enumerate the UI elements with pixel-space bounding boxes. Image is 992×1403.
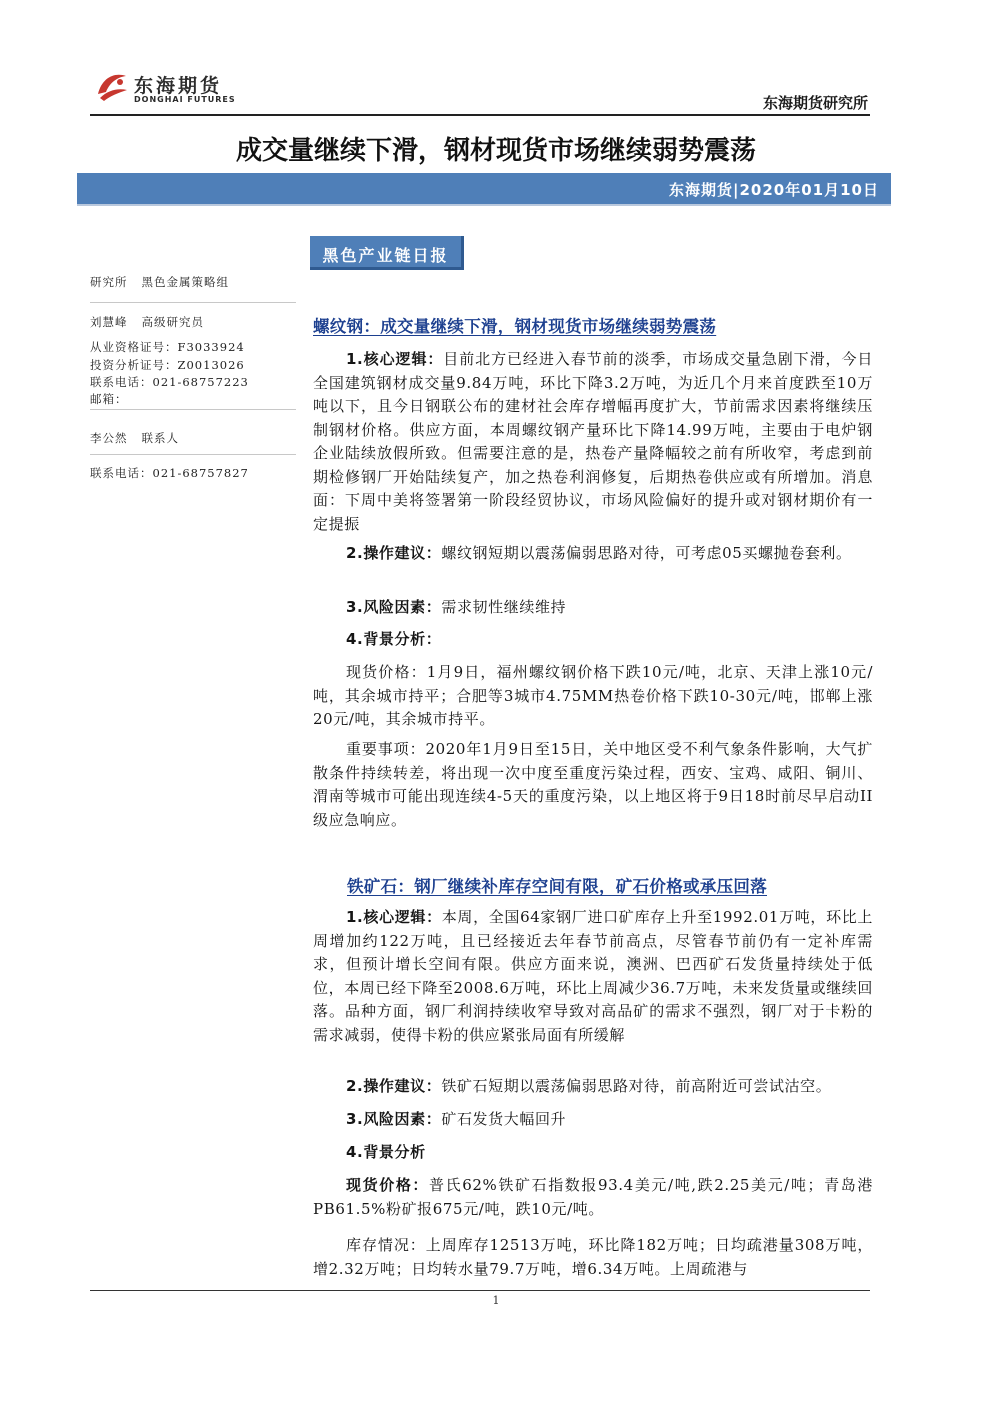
header-divider [90, 114, 870, 116]
report-type-label: 黑色产业链日报 [322, 246, 449, 265]
sidebar-analyst [90, 314, 204, 330]
phone-number: 021-68757223 [152, 375, 249, 389]
logo-chinese-text: 东海期货 [134, 75, 223, 97]
sidebar-divider [90, 454, 296, 455]
paragraph-label: 2.操作建议： [346, 1077, 442, 1095]
date-banner-text: 东海期货|2020年01月10日 [669, 181, 879, 199]
sidebar-contact [90, 430, 179, 446]
paragraph-text: 铁矿石短期以震荡偏弱思路对待，前高附近可尝试沽空。 [441, 1077, 832, 1095]
date-banner [77, 173, 891, 206]
sidebar-dept [90, 274, 229, 290]
paragraph-label: 现货价格： [346, 1176, 430, 1194]
section-heading-rebar: 螺纹钢：成交量继续下滑，钢材现货市场继续弱势震荡 [313, 317, 717, 336]
ore-core-logic [313, 906, 873, 1047]
sidebar-divider [90, 409, 296, 410]
ore-background-heading [313, 1141, 873, 1165]
contact-phone-number: 021-68757827 [152, 466, 249, 480]
paragraph-label: 1.核心逻辑： [346, 908, 442, 926]
analyst-title: 高级研究员 [141, 315, 204, 329]
license-label: 从业资格证号： [90, 340, 178, 354]
paragraph-text: 重要事项：2020年1月9日至15日，关中地区受不利气象条件影响，大气扩散条件持续转差，将出现一次中度至重度污染过程，西安、宝鸡、咸阳、铜川、渭南等城市可能出现连续4-5天的重度污染，以上地区将于9日18时前尽早启动II级应急响应。 [313, 740, 873, 829]
rebar-background-heading [313, 628, 873, 652]
contact-phone-label: 联系电话： [90, 466, 153, 480]
report-type-tag [310, 236, 464, 270]
paragraph-text: 矿石发货大幅回升 [441, 1110, 567, 1128]
paragraph-label: 1.核心逻辑： [346, 350, 444, 368]
advisor-number: Z0013026 [177, 358, 245, 372]
paragraph-text: 需求韧性继续维持 [441, 598, 567, 616]
sidebar-phone [90, 374, 249, 390]
donghai-logo-icon [94, 68, 130, 104]
section-heading-iron-ore: 铁矿石：钢厂继续补库存空间有限，矿石价格或承压回落 [347, 877, 767, 896]
ore-spot-price [313, 1174, 873, 1221]
institute-name: 东海期货研究所 [762, 94, 868, 112]
paragraph-label: 4.背景分析： [346, 630, 442, 648]
contact-name: 李公然 [90, 431, 128, 445]
advisor-label: 投资分析证号： [90, 358, 178, 372]
paragraph-label: 3.风险因素： [346, 1110, 442, 1128]
sidebar-email [90, 391, 128, 407]
sidebar-contact-phone [90, 465, 249, 481]
sidebar-dept-label: 研究所 [90, 275, 128, 289]
rebar-core-logic [313, 348, 873, 536]
paragraph-label: 4.背景分析 [346, 1143, 426, 1161]
rebar-key-events [313, 738, 873, 832]
rebar-spot-price [313, 661, 873, 732]
sidebar-license [90, 339, 245, 355]
rebar-operation [313, 542, 873, 566]
analyst-name: 刘慧峰 [90, 315, 128, 329]
contact-title: 联系人 [141, 431, 179, 445]
paragraph-text: 螺纹钢短期以震荡偏弱思路对待，可考虑05买螺抛卷套利。 [441, 544, 852, 562]
page-number: 1 [492, 1294, 500, 1307]
paragraph-text: 普氏62%铁矿石指数报93.4美元/吨,跌2.25美元/吨；青岛港PB61.5%粉矿报675元/吨，跌10元/吨。 [313, 1176, 873, 1218]
paragraph-text: 本周，全国64家钢厂进口矿库存上升至1992.01万吨，环比上周增加约122万吨，且已经接近去年春节前高点，尽管春节前仍有一定补库需求，但预计增长空间有限。供应方面来说，澳洲、巴西矿石发货量持续处于低位，本周已经下降至2008.6万吨，环比上周减少36.7万吨，未来发货量或继续回落。品种方面，钢厂利润持续收窄导致对高品矿的需求不强烈，钢厂对于卡粉的需求减弱，使得卡粉的供应紧张局面有所缓解 [313, 908, 874, 1044]
report-title: 成交量继续下滑，钢材现货市场继续弱势震荡 [235, 136, 756, 166]
sidebar-dept-name: 黑色金属策略组 [141, 275, 229, 289]
sidebar-advisor [90, 357, 245, 373]
paragraph-label: 2.操作建议： [346, 544, 442, 562]
sidebar-divider [90, 302, 296, 303]
footer-divider [90, 1290, 870, 1291]
email-label: 邮箱： [90, 392, 128, 406]
license-number: F3033924 [177, 340, 245, 354]
paragraph-label: 3.风险因素： [346, 598, 442, 616]
paragraph-text: 库存情况：上周库存12513万吨，环比降182万吨；日均疏港量308万吨，增2.32万吨；日均转水量79.7万吨，增6.34万吨。上周疏港与 [313, 1236, 873, 1278]
phone-label: 联系电话： [90, 375, 153, 389]
rebar-risk [313, 596, 873, 620]
logo-english-text: DONGHAI FUTURES [134, 95, 236, 104]
paragraph-text: 目前北方已经进入春节前的淡季，市场成交量急剧下滑，今日全国建筑钢材成交量9.84万吨，环比下降3.2万吨，为近几个月来首度跌至10万吨以下，且今日钢联公布的建材社会库存增幅再度扩大，节前需求因素将继续压制钢材价格。供应方面，本周螺纹钢产量环比下降14.99万吨，主要由于电炉钢企业陆续放假所致。但需要注意的是，热卷产量降幅较之前有所收窄，考虑到前期检修钢厂开始陆续复产，加之热卷利润修复，后期热卷供应或有所增加。消息面：下周中美将签署第一阶段经贸协议，市场风险偏好的提升或对钢材期价有一定提振 [313, 350, 873, 533]
paragraph-text: 现货价格：1月9日，福州螺纹钢价格下跌10元/吨，北京、天津上涨10元/吨，其余城市持平；合肥等3城市4.75MM热卷价格下跌10-30元/吨，邯郸上涨20元/吨，其余城市持平。 [313, 663, 873, 728]
ore-inventory [313, 1234, 873, 1281]
ore-risk [313, 1108, 873, 1132]
ore-operation [313, 1075, 873, 1099]
